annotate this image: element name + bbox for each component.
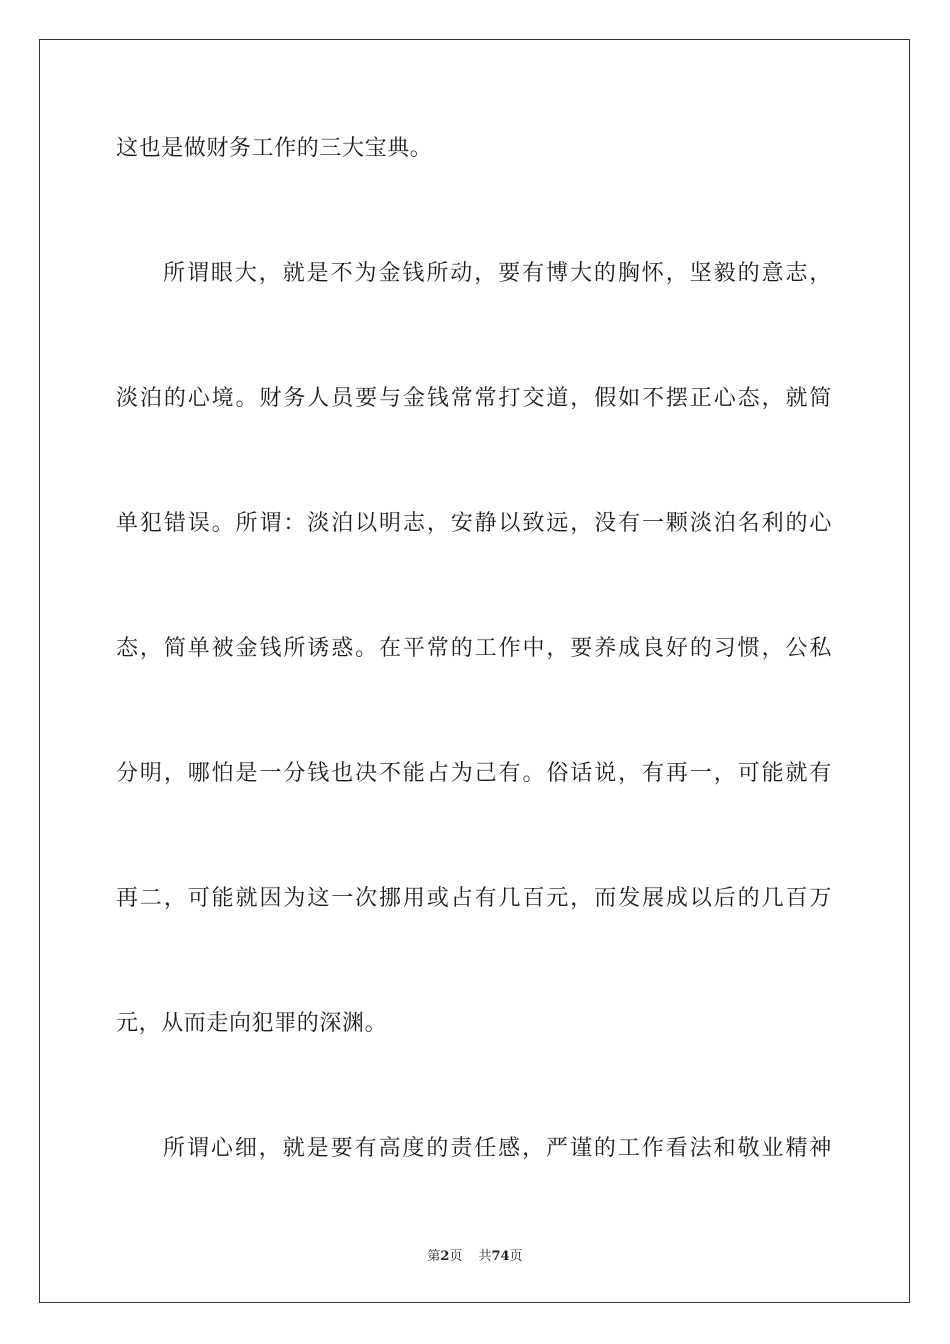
text-line-3: 淡泊的心境。财务人员要与金钱常常打交道，假如不摆正心态，就简: [116, 386, 832, 411]
page-border: [39, 39, 910, 1303]
text-line-5: 态，简单被金钱所诱惑。在平常的工作中，要养成良好的习惯，公私: [116, 636, 832, 661]
text-line-1: 这也是做财务工作的三大宝典。: [116, 136, 433, 161]
text-line-8: 元，从而走向犯罪的深渊。: [116, 1011, 388, 1036]
page-suffix: 页: [449, 1249, 463, 1264]
text-line-2: 所谓眼大，就是不为金钱所动，要有博大的胸怀，坚毅的意志，: [163, 261, 832, 286]
page-footer: [0, 1248, 950, 1266]
total-prefix: 共: [478, 1249, 492, 1264]
total-pages: 74: [491, 1249, 510, 1264]
text-line-9: 所谓心细，就是要有高度的责任感，严谨的工作看法和敬业精神: [163, 1136, 832, 1161]
page-number: 2: [440, 1249, 450, 1264]
page-prefix: 第: [427, 1249, 441, 1264]
text-line-7: 再二，可能就因为这一次挪用或占有几百元，而发展成以后的几百万: [116, 886, 832, 911]
text-line-4: 单犯错误。所谓：淡泊以明志，安静以致远，没有一颗淡泊名利的心: [116, 511, 832, 536]
total-suffix: 页: [509, 1249, 523, 1264]
text-line-6: 分明，哪怕是一分钱也决不能占为己有。俗话说，有再一，可能就有: [116, 761, 832, 786]
